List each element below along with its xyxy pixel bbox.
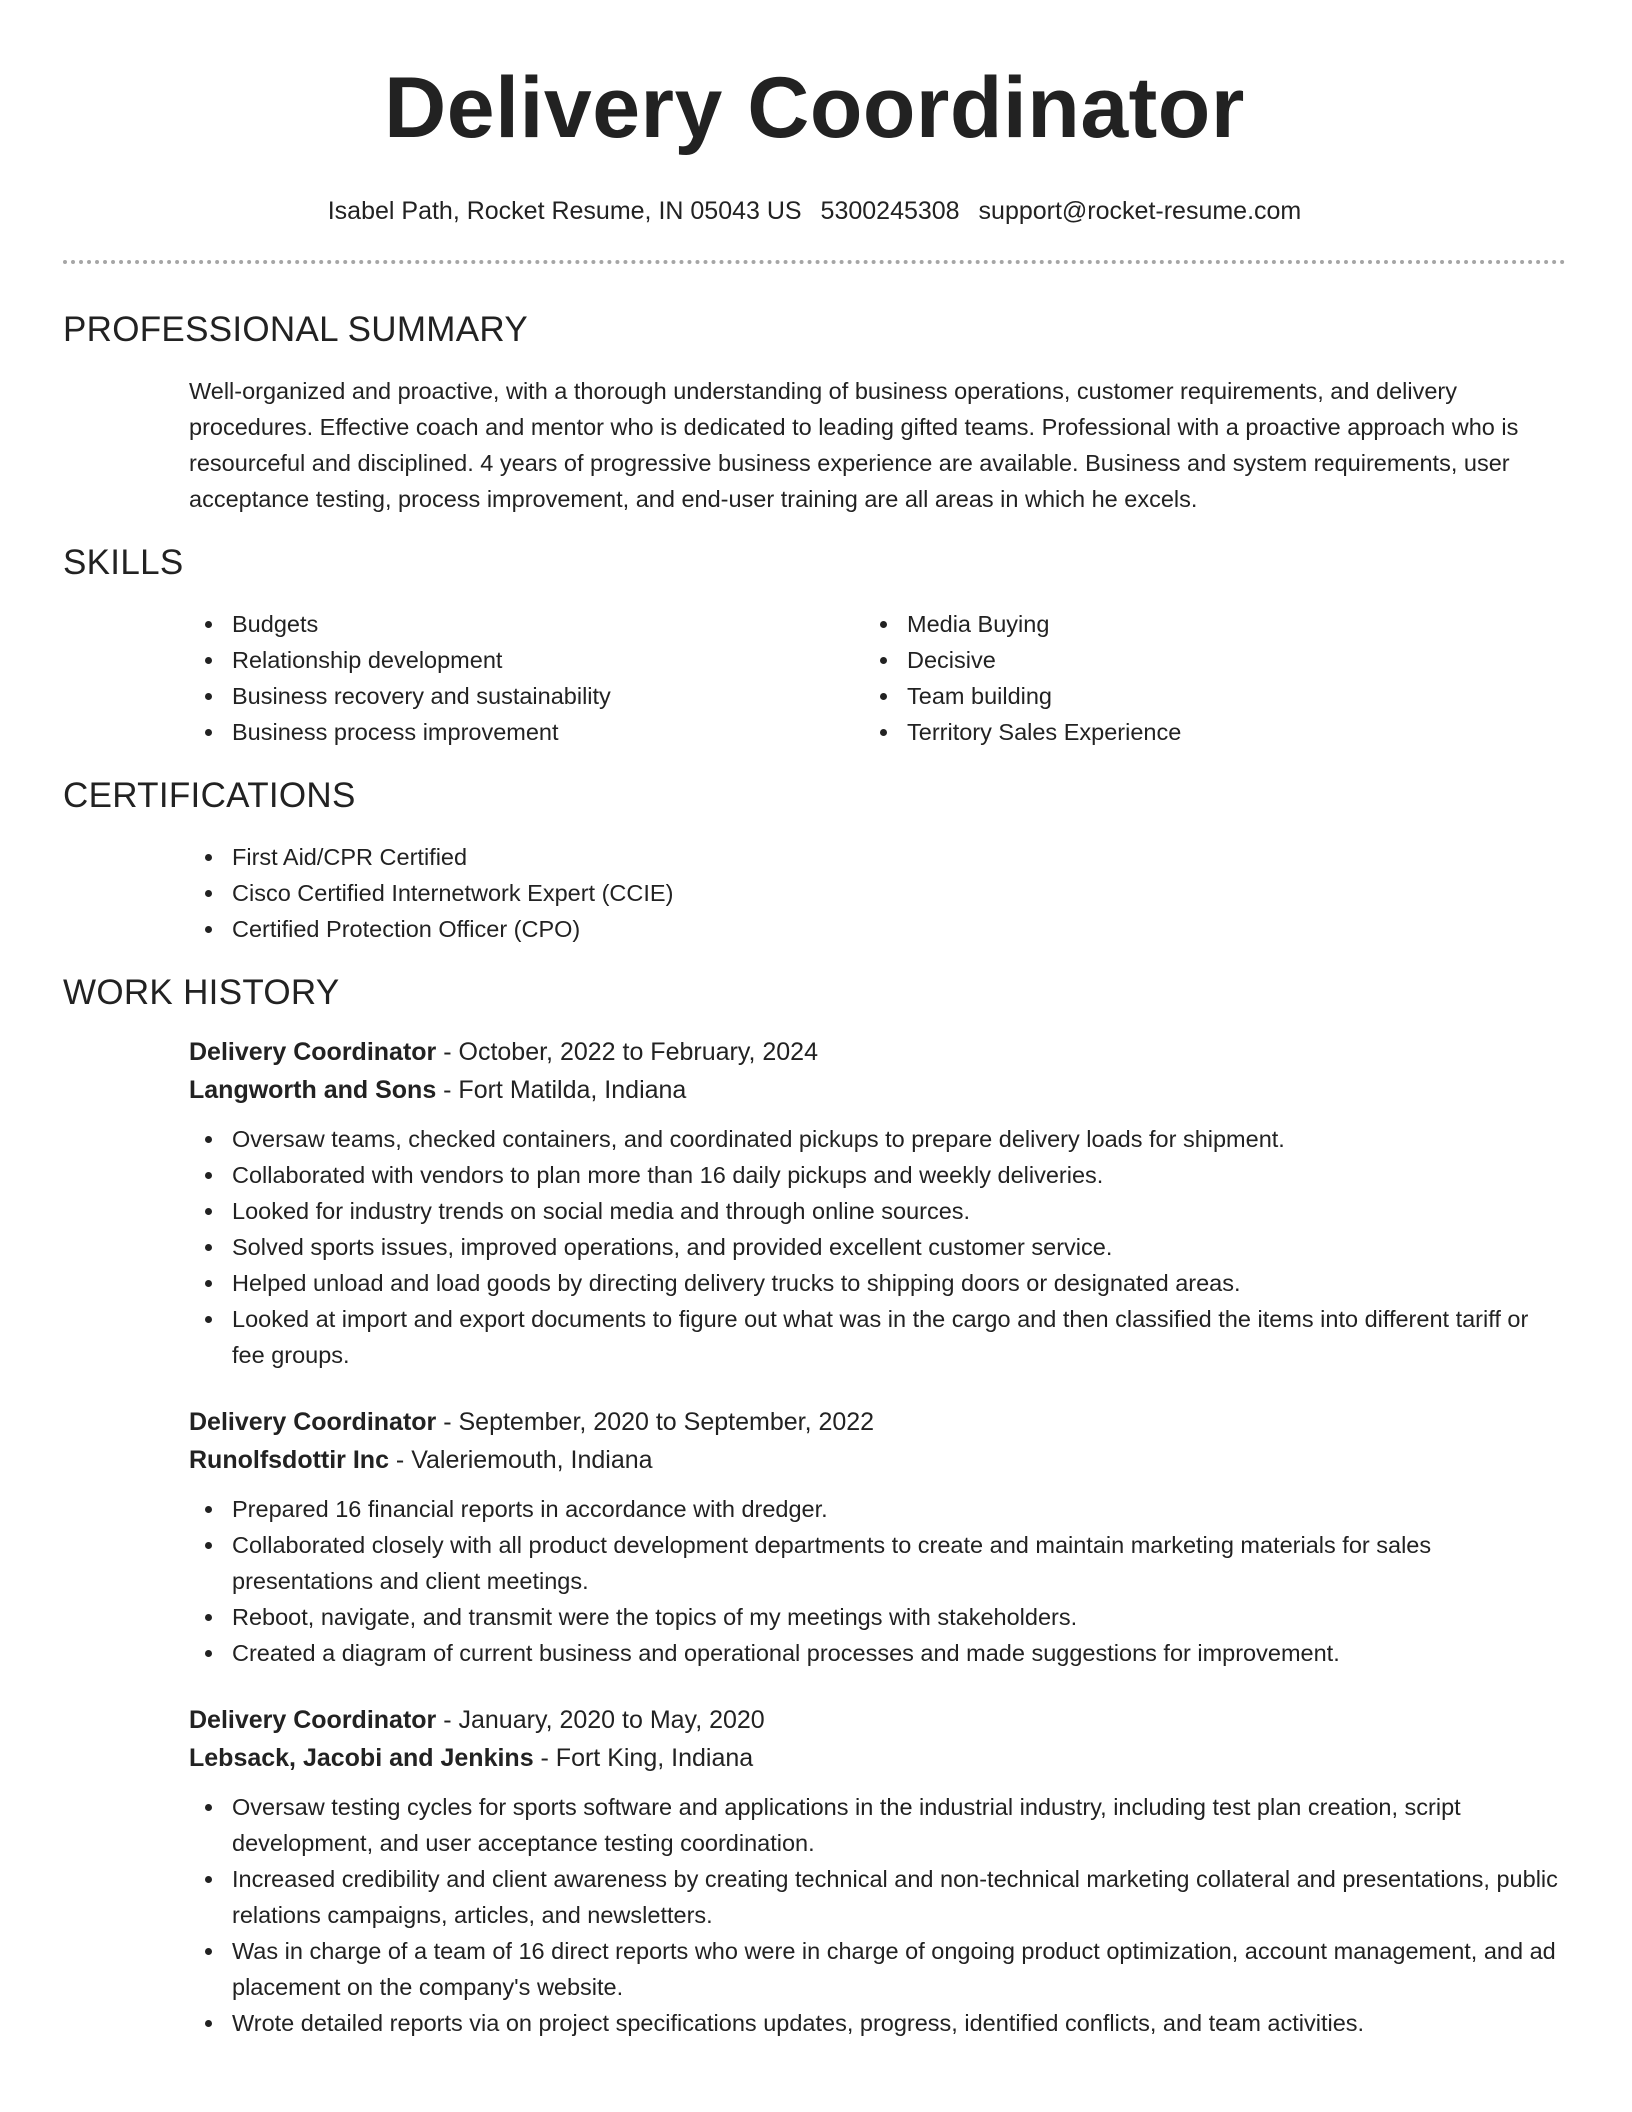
list-item: Budgets [189, 606, 864, 642]
job-title-line [189, 1403, 1566, 1441]
job-company-line [189, 1071, 1566, 1109]
list-item: Helped unload and load goods by directing delivery trucks to shipping doors or designated areas. [189, 1265, 1566, 1301]
resume-title: Delivery Coordinator [384, 60, 1245, 156]
list-item: Oversaw testing cycles for sports software and applications in the industrial industry, including test plan creation, script development, and user acceptance testing coordination. [189, 1789, 1566, 1861]
job-bullets [189, 1121, 1566, 1373]
job-dates: - September, 2020 to September, 2022 [436, 1408, 875, 1436]
list-item: Decisive [864, 642, 1539, 678]
contact-email: support@rocket-resume.com [978, 197, 1302, 225]
list-item: Relationship development [189, 642, 864, 678]
list-item: Oversaw teams, checked containers, and coordinated pickups to prepare delivery loads for shipment. [189, 1121, 1566, 1157]
list-item: Was in charge of a team of 16 direct reports who were in charge of ongoing product optimization, account management, and ad placement on the company's website. [189, 1933, 1566, 2005]
contact-address: Isabel Path, Rocket Resume, IN 05043 US [327, 197, 802, 225]
job-title-line [189, 1701, 1566, 1739]
skills-heading: SKILLS [63, 543, 184, 582]
job-company: Runolfsdottir Inc [189, 1446, 389, 1474]
job-dates: - January, 2020 to May, 2020 [436, 1706, 765, 1734]
list-item: Looked for industry trends on social media and through online sources. [189, 1193, 1566, 1229]
job-bullets [189, 1491, 1566, 1671]
list-item: Created a diagram of current business and operational processes and made suggestions for improvement. [189, 1635, 1566, 1671]
list-item: Looked at import and export documents to figure out what was in the cargo and then classified the items into different tariff or fee groups. [189, 1301, 1566, 1373]
list-item: Certified Protection Officer (CPO) [189, 911, 1566, 947]
list-item: Business recovery and sustainability [189, 678, 864, 714]
list-item: Team building [864, 678, 1539, 714]
list-item: Business process improvement [189, 714, 864, 750]
job-location: - Fort King, Indiana [533, 1744, 754, 1772]
list-item: Media Buying [864, 606, 1539, 642]
contact-line [63, 196, 1566, 226]
job-entry [189, 1033, 1566, 1373]
summary-section [63, 308, 1566, 517]
job-entry [189, 1403, 1566, 1671]
job-company-line [189, 1739, 1566, 1777]
list-item: First Aid/CPR Certified [189, 839, 1566, 875]
job-company: Lebsack, Jacobi and Jenkins [189, 1744, 534, 1772]
job-title: Delivery Coordinator [189, 1038, 437, 1066]
list-item: Cisco Certified Internetwork Expert (CCIE) [189, 875, 1566, 911]
list-item: Increased credibility and client awareness by creating technical and non-technical marketing collateral and presentations, public relations campaigns, articles, and newsletters. [189, 1861, 1566, 1933]
summary-heading: PROFESSIONAL SUMMARY [63, 310, 528, 349]
certifications-heading: CERTIFICATIONS [63, 776, 356, 815]
list-item: Territory Sales Experience [864, 714, 1539, 750]
job-dates: - October, 2022 to February, 2024 [436, 1038, 818, 1066]
skills-section [63, 541, 1566, 750]
skills-list-right [864, 606, 1539, 750]
job-location: - Valeriemouth, Indiana [388, 1446, 653, 1474]
job-title-line [189, 1033, 1566, 1071]
job-title: Delivery Coordinator [189, 1408, 437, 1436]
certifications-list [189, 839, 1566, 947]
skills-list-left [189, 606, 864, 750]
job-company-line [189, 1441, 1566, 1479]
contact-phone: 5300245308 [820, 197, 960, 225]
job-title: Delivery Coordinator [189, 1706, 437, 1734]
list-item: Collaborated with vendors to plan more than 16 daily pickups and weekly deliveries. [189, 1157, 1566, 1193]
list-item: Solved sports issues, improved operations, and provided excellent customer service. [189, 1229, 1566, 1265]
job-entry [189, 1701, 1566, 2041]
work-history-heading: WORK HISTORY [63, 973, 340, 1012]
list-item: Prepared 16 financial reports in accordance with dredger. [189, 1491, 1566, 1527]
list-item: Reboot, navigate, and transmit were the topics of my meetings with stakeholders. [189, 1599, 1566, 1635]
work-history-section [63, 971, 1566, 2041]
list-item: Collaborated closely with all product development departments to create and maintain marketing materials for sales presentations and client meetings. [189, 1527, 1566, 1599]
job-company: Langworth and Sons [189, 1076, 437, 1104]
resume-page [63, 0, 1566, 2041]
job-location: - Fort Matilda, Indiana [436, 1076, 687, 1104]
job-bullets [189, 1789, 1566, 2041]
certifications-section [63, 774, 1566, 947]
list-item: Wrote detailed reports via on project specifications updates, progress, identified conflicts, and team activities. [189, 2005, 1566, 2041]
summary-text: Well-organized and proactive, with a thorough understanding of business operations, customer requirements, and delivery procedures. Effective coach and mentor who is dedicated to leading gifted teams. Professional with a proactive approach who is resourceful and disciplined. 4 years of progressive business experience are available. Business and system requirements, user acceptance testing, process improvement, and end-user training are all areas in which he excels. [189, 378, 1519, 512]
header-divider [63, 260, 1566, 264]
